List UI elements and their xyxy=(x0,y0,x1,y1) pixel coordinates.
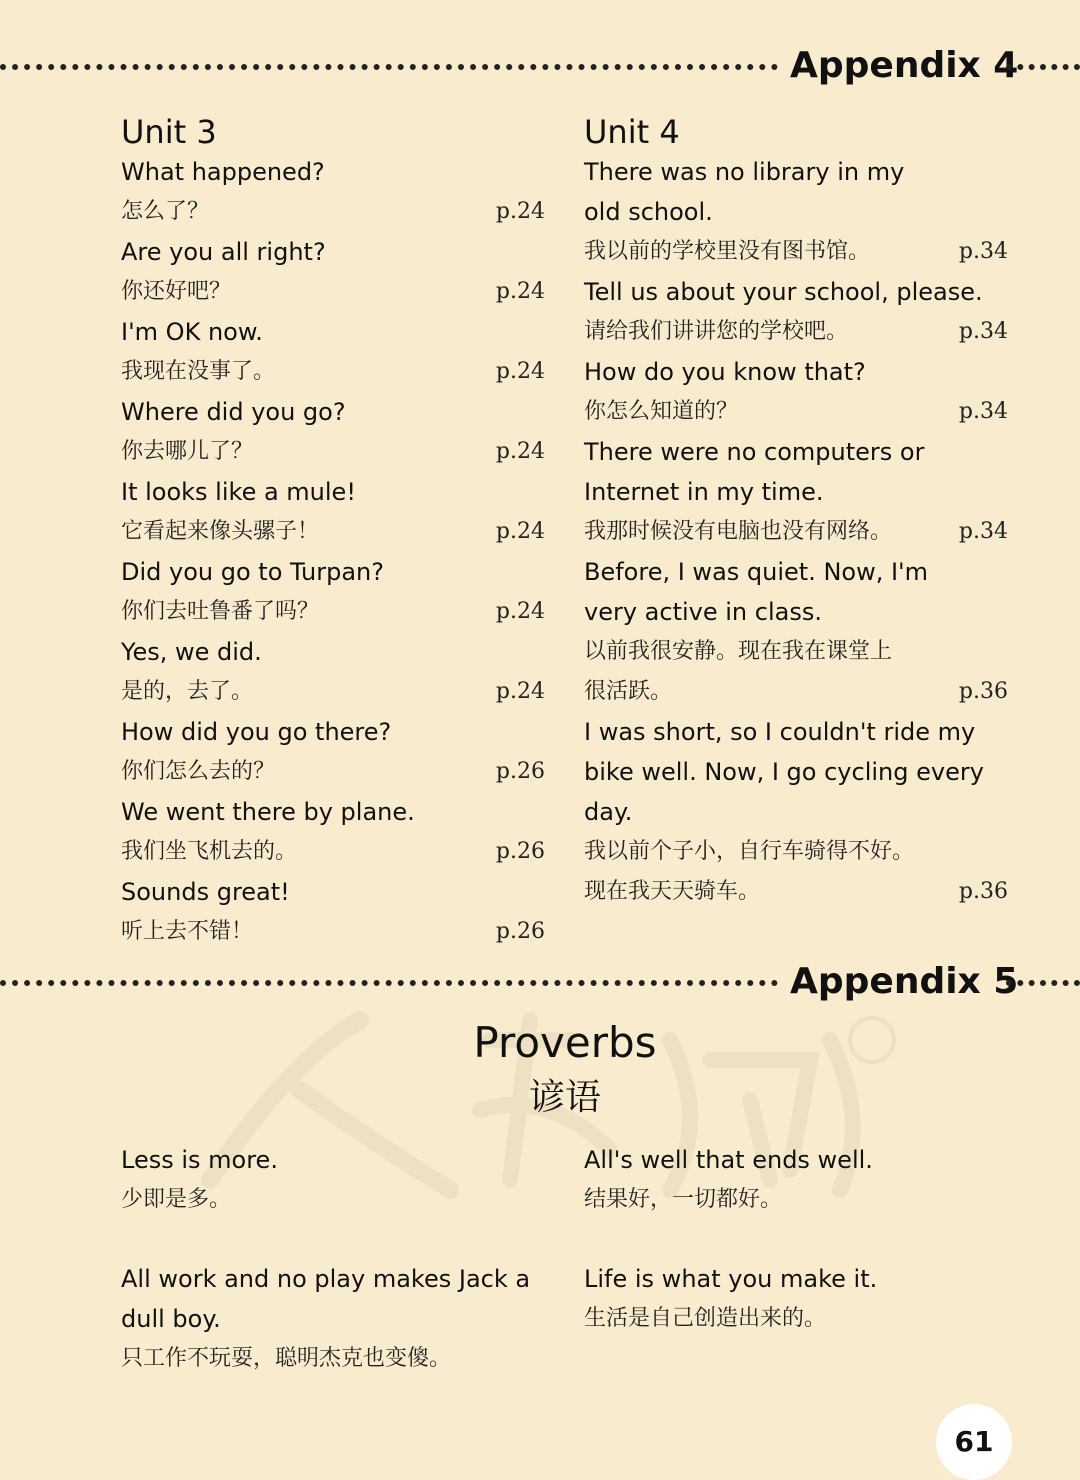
proverb-english-line xyxy=(121,1140,551,1180)
phrase-english-line xyxy=(121,632,545,672)
proverb-english-line xyxy=(584,1140,1024,1180)
phrase-chinese-line xyxy=(121,672,545,712)
proverb-chinese-line xyxy=(121,1180,551,1220)
phrase-chinese: 请给我们讲讲您的学校吧。 xyxy=(584,319,849,344)
page-reference: p.24 xyxy=(495,519,545,544)
proverb-english: dull boy. xyxy=(121,1305,221,1333)
phrase-english: Yes, we did. xyxy=(121,638,262,666)
phrase-chinese: 你去哪儿了？ xyxy=(121,439,254,464)
phrase-english: I'm OK now. xyxy=(121,318,263,346)
phrase-chinese-line xyxy=(121,352,545,392)
proverb-chinese-line xyxy=(121,1339,561,1379)
phrase-chinese-line xyxy=(584,312,1008,352)
page-reference: p.26 xyxy=(495,919,545,944)
phrase-english-line xyxy=(584,712,1008,752)
phrase-chinese: 我那时候没有电脑也没有网络。 xyxy=(584,519,893,544)
phrase-chinese: 听上去不错！ xyxy=(121,919,254,944)
phrase-english: Tell us about your school, please. xyxy=(584,278,983,306)
phrase-chinese: 怎么了？ xyxy=(121,199,210,224)
phrase-english-line xyxy=(121,552,545,592)
page-reference: p.24 xyxy=(495,679,545,704)
phrase-chinese-line xyxy=(121,192,545,232)
phrase-english-line xyxy=(121,152,545,192)
proverb-less-is-more xyxy=(121,1140,551,1220)
proverb-life-is-what-you-make-it xyxy=(584,1259,1024,1339)
phrase-english: How do you know that? xyxy=(584,358,866,386)
unit4-column xyxy=(584,112,1008,912)
appendix4-dotted-rule-right xyxy=(1006,64,1080,70)
page-reference: p.34 xyxy=(958,239,1008,264)
page-number: 61 xyxy=(936,1404,1012,1480)
phrase-chinese-line xyxy=(584,232,1008,272)
proverbs-heading: Proverbs xyxy=(473,1018,657,1067)
phrase-chinese: 你们怎么去的？ xyxy=(121,759,276,784)
phrase-english-line xyxy=(584,352,1008,392)
page-reference: p.34 xyxy=(958,519,1008,544)
phrase-english: Did you go to Turpan? xyxy=(121,558,384,586)
phrase-english: I was short, so I couldn't ride my xyxy=(584,718,976,746)
phrase-chinese-line xyxy=(584,512,1008,552)
phrase-english-line xyxy=(584,592,1008,632)
phrase-english-line xyxy=(121,312,545,352)
page-reference: p.36 xyxy=(958,679,1008,704)
phrase-english: Where did you go? xyxy=(121,398,346,426)
phrase-english-line xyxy=(584,152,1008,192)
page-reference: p.24 xyxy=(495,199,545,224)
phrase-english: day. xyxy=(584,798,633,826)
proverb-chinese-line xyxy=(584,1180,1024,1220)
phrase-english-line xyxy=(584,432,1008,472)
page-reference: p.24 xyxy=(495,359,545,384)
proverb-english: All's well that ends well. xyxy=(584,1146,873,1174)
page-reference: p.36 xyxy=(958,879,1008,904)
phrase-chinese: 现在我天天骑车。 xyxy=(584,879,761,904)
appendix4-title: Appendix 4 xyxy=(790,45,1019,86)
phrase-english: Are you all right? xyxy=(121,238,326,266)
unit4-title: Unit 4 xyxy=(584,113,680,151)
phrase-english-line xyxy=(121,232,545,272)
phrase-chinese: 我以前的学校里没有图书馆。 xyxy=(584,239,871,264)
phrase-english: It looks like a mule! xyxy=(121,478,356,506)
phrase-english: Internet in my time. xyxy=(584,478,824,506)
page-reference: p.24 xyxy=(495,599,545,624)
phrase-english-line xyxy=(584,752,1008,792)
phrase-english-line xyxy=(121,392,545,432)
phrase-english-line xyxy=(121,872,545,912)
phrase-english-line xyxy=(584,472,1008,512)
appendix5-dotted-rule-right xyxy=(1006,980,1080,986)
page-reference: p.24 xyxy=(495,279,545,304)
phrase-english: We went there by plane. xyxy=(121,798,415,826)
proverb-all-work-no-play xyxy=(121,1259,561,1379)
phrase-chinese: 是的，去了。 xyxy=(121,679,254,704)
phrase-chinese-line xyxy=(121,832,545,872)
appendix4-dotted-rule-left xyxy=(0,64,778,70)
page-reference: p.34 xyxy=(958,319,1008,344)
proverb-chinese-line xyxy=(584,1299,1024,1339)
phrase-chinese-line xyxy=(121,432,545,472)
proverb-chinese: 生活是自己创造出来的。 xyxy=(584,1306,827,1331)
proverbs-heading-chinese: 谚语 xyxy=(528,1077,601,1118)
phrase-english-line xyxy=(584,792,1008,832)
proverb-english-line xyxy=(584,1259,1024,1299)
phrase-chinese-line xyxy=(584,392,1008,432)
phrase-chinese-line xyxy=(121,752,545,792)
proverb-english-line xyxy=(121,1259,561,1299)
phrase-english-line xyxy=(584,272,1008,312)
proverb-english: All work and no play makes Jack a xyxy=(121,1265,531,1293)
proverb-chinese: 少即是多。 xyxy=(121,1187,232,1212)
phrase-english: Before, I was quiet. Now, I'm xyxy=(584,558,929,586)
proverb-alls-well xyxy=(584,1140,1024,1220)
proverb-english: Life is what you make it. xyxy=(584,1265,878,1293)
unit3-title: Unit 3 xyxy=(121,113,217,151)
phrase-english: There was no library in my xyxy=(584,158,905,186)
phrase-chinese-line xyxy=(121,512,545,552)
phrase-chinese-line xyxy=(121,272,545,312)
phrase-chinese-line xyxy=(121,912,545,952)
phrase-english: very active in class. xyxy=(584,598,822,626)
unit3-column xyxy=(121,112,545,952)
phrase-english: Sounds great! xyxy=(121,878,290,906)
phrase-english-line xyxy=(121,792,545,832)
page-reference: p.34 xyxy=(958,399,1008,424)
phrase-chinese-line xyxy=(584,632,1008,672)
phrase-chinese: 它看起来像头骡子！ xyxy=(121,519,320,544)
phrase-chinese: 我们坐飞机去的。 xyxy=(121,839,298,864)
phrase-english: What happened? xyxy=(121,158,325,186)
page-reference: p.26 xyxy=(495,839,545,864)
phrase-chinese-line xyxy=(584,832,1008,872)
phrase-english: old school. xyxy=(584,198,713,226)
proverb-english: Less is more. xyxy=(121,1146,278,1174)
appendix5-dotted-rule-left xyxy=(0,980,778,986)
page-reference: p.26 xyxy=(495,759,545,784)
phrase-chinese: 我以前个子小，自行车骑得不好。 xyxy=(584,839,915,864)
phrase-chinese: 你还好吧？ xyxy=(121,279,232,304)
phrase-chinese: 以前我很安静。现在我在课堂上 xyxy=(584,639,893,664)
phrase-chinese: 你们去吐鲁番了吗？ xyxy=(121,599,320,624)
phrase-chinese: 很活跃。 xyxy=(584,679,673,704)
proverb-chinese: 结果好，一切都好。 xyxy=(584,1187,783,1212)
phrase-chinese-line xyxy=(121,592,545,632)
phrase-chinese: 你怎么知道的？ xyxy=(584,399,739,424)
phrase-english: How did you go there? xyxy=(121,718,392,746)
proverb-chinese: 只工作不玩耍，聪明杰克也变傻。 xyxy=(121,1346,452,1371)
phrase-english: bike well. Now, I go cycling every xyxy=(584,758,984,786)
phrase-english-line xyxy=(584,192,1008,232)
phrase-chinese: 我现在没事了。 xyxy=(121,359,276,384)
phrase-chinese-line xyxy=(584,872,1008,912)
phrase-chinese-line xyxy=(584,672,1008,712)
appendix5-title: Appendix 5 xyxy=(790,961,1019,1002)
phrase-english-line xyxy=(584,552,1008,592)
phrase-english: There were no computers or xyxy=(584,438,925,466)
phrase-english-line xyxy=(121,472,545,512)
page-reference: p.24 xyxy=(495,439,545,464)
phrase-english-line xyxy=(121,712,545,752)
proverb-english-line xyxy=(121,1299,561,1339)
